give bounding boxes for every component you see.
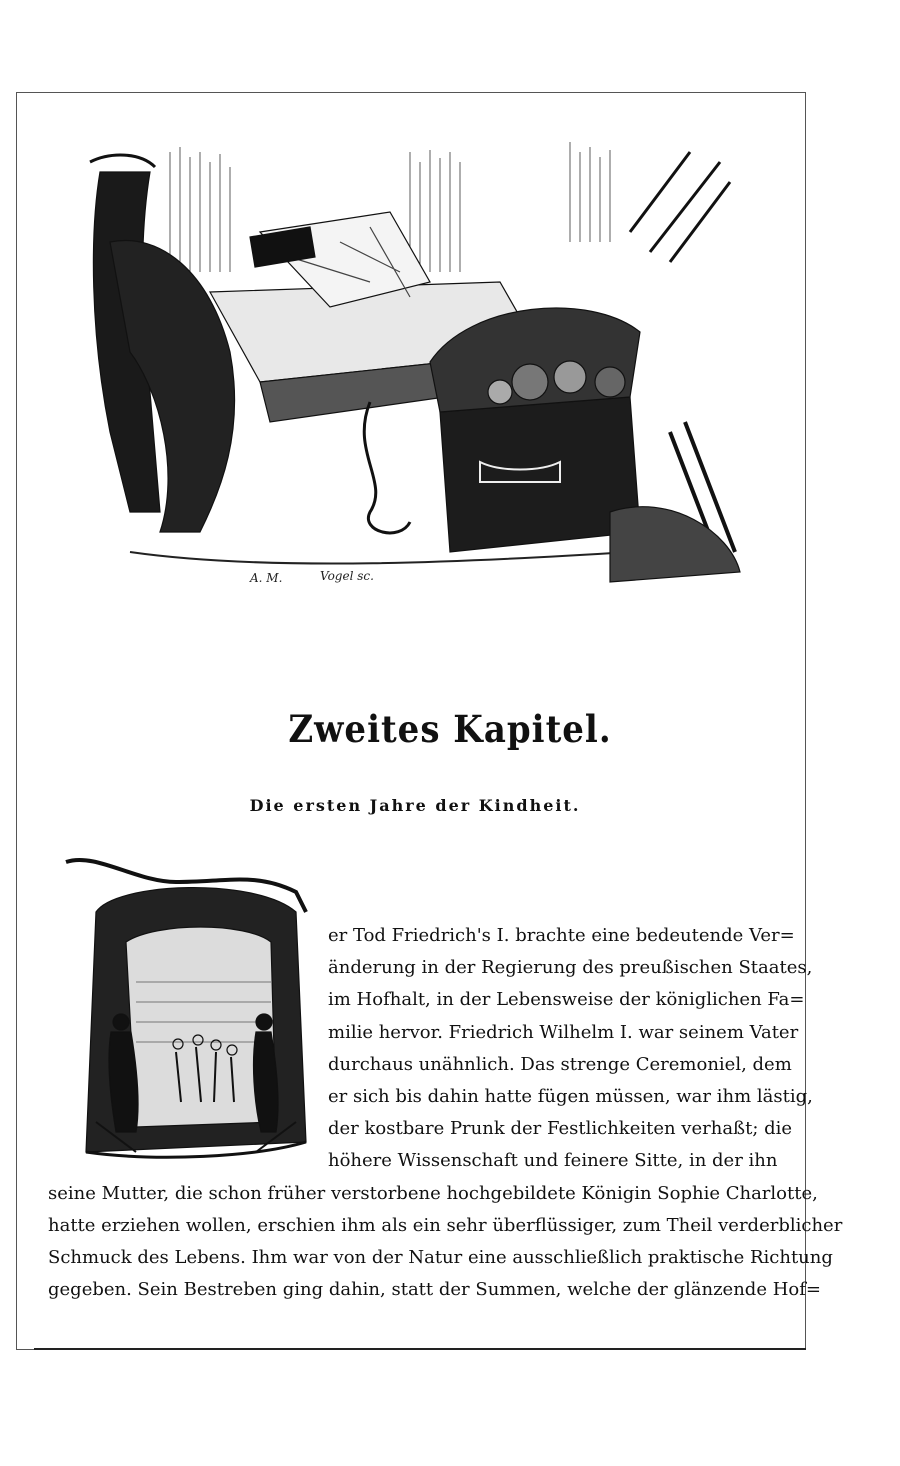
text-line: er sich bis dahin hatte fügen müssen, war ihm lästig, [328, 1086, 813, 1108]
signature-left: A. M. [250, 571, 283, 585]
text-line: er Tod Friedrich's I. brachte eine bedeutende Ver= [328, 925, 795, 946]
chapter-title: Zweites Kapitel. [288, 708, 612, 752]
text-line: hatte erziehen wollen, erschien ihm als ein sehr überflüssiger, zum Theil verderblicher [48, 1214, 843, 1236]
text-line: durchaus unähnlich. Das strenge Ceremoniel, dem [328, 1053, 792, 1075]
text-line: gegeben. Sein Bestreben ging dahin, statt der Summen, welche der glänzende Hof= [48, 1279, 821, 1301]
text-line: höhere Wissenschaft und feinere Sitte, in der ihn [328, 1150, 778, 1172]
frame-bottom-rule [34, 1348, 806, 1350]
text-line: milie hervor. Friedrich Wilhelm I. war seinem Vater [328, 1021, 799, 1043]
text-line: seine Mutter, die schon früher verstorbene hochgebildete Königin Sophie Charlotte, [48, 1182, 818, 1204]
text-line: änderung in der Regierung des preußischen Staates, [328, 957, 813, 979]
signature-right: Vogel sc. [320, 569, 374, 583]
chapter-subtitle: Die ersten Jahre der Kindheit. [249, 796, 581, 815]
headpiece-engraving [70, 132, 748, 594]
text-line: Schmuck des Lebens. Ihm war von der Natur eine ausschließlich praktische Richtung [48, 1247, 833, 1269]
text-line: im Hofhalt, in der Lebensweise der königlichen Fa= [328, 989, 805, 1011]
body-text [48, 920, 843, 1306]
text-line: der kostbare Prunk der Festlichkeiten verhaßt; die [328, 1118, 793, 1140]
